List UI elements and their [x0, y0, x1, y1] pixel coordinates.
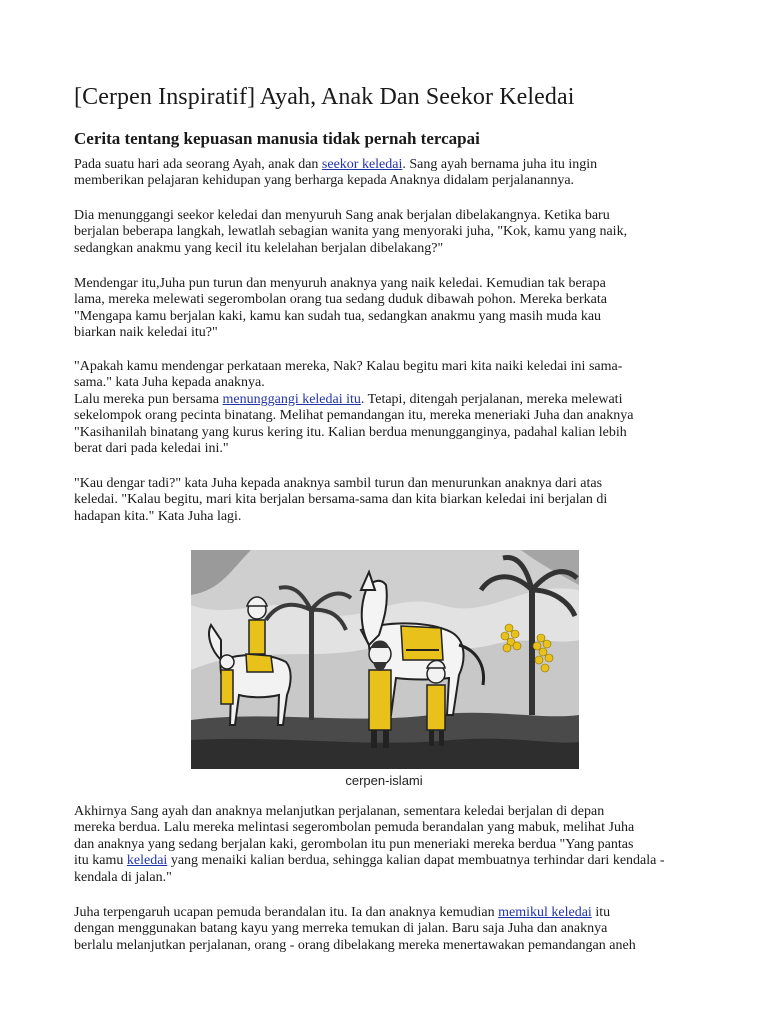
paragraph-1 [74, 157, 714, 190]
link-menunggangi-keledai[interactable]: menunggangi keledai itu [222, 391, 361, 407]
text-line: sama." kata Juha kepada anaknya. [74, 375, 265, 391]
article-title: [Cerpen Inspiratif] Ayah, Anak Dan Seekor Keledai [74, 84, 575, 110]
text-line: Dia menunggangi seekor keledai dan menyuruh Sang anak berjalan dibelakangnya. Ketika baru [74, 208, 610, 223]
paragraph-3 [74, 276, 714, 342]
text-line: sedangkan anakmu yang kecil itu kelelahan berjalan dibelakang?" [74, 240, 444, 256]
link-keledai[interactable]: keledai [126, 853, 168, 869]
text-line: Mendengar itu,Juha pun turun dan menyuruh anaknya yang naik keledai. Kemudian tak berapa [74, 276, 606, 291]
text-run: itu kamu [74, 853, 127, 869]
text-run: . Tetapi, ditengah perjalanan, mereka melewati [360, 391, 623, 407]
text-line: "Kau dengar tadi?" kata Juha kepada anaknya sambil turun dan menurunkan anaknya dari atas [74, 476, 603, 491]
paragraph-2 [74, 208, 714, 257]
paragraph-5 [74, 476, 714, 525]
text-line: berjalan beberapa langkah, lewatlah sebagian wanita yang menyoraki juha, "Kok, kamu yang naik, [74, 224, 628, 240]
text-line: keledai. "Kalau begitu, mari kita berjalan bersama-sama dan kita biarkan keledai ini berjalan di [74, 492, 608, 508]
figure-caption: cerpen-islami [345, 773, 423, 788]
text-line: memberikan pelajaran kehidupan yang berharga kepada Anaknya didalam perjalanannya. [74, 173, 575, 189]
text-run: Pada suatu hari ada seorang Ayah, anak dan [74, 157, 322, 172]
paragraph-6 [74, 804, 714, 886]
text-line: berlalu melanjutkan perjalanan, orang - orang dibelakang mereka menertawakan pemandangan aneh [74, 937, 636, 953]
link-seekor-keledai[interactable]: seekor keledai [321, 157, 403, 172]
text-run: yang menaiki kalian berdua, sehingga kalian dapat membuatnya terhindar dari kendala - [167, 853, 665, 869]
text-line: berat dari pada keledai ini." [74, 441, 229, 457]
paragraph-4 [74, 359, 714, 457]
text-line: mereka berdua. Lalu mereka melintasi segerombolan pemuda berandalan yang mabuk, melihat Juha [74, 820, 635, 836]
text-line: "Kasihanilah binatang yang kurus kering itu. Kalian berdua menungganginya, padahal kalian lebih [74, 424, 627, 440]
text-line: sekelompok orang pecinta binatang. Melihat pemandangan itu, mereka meneriaki Juha dan anaknya [74, 408, 634, 424]
paragraph-7 [74, 905, 714, 954]
text-line: "Apakah kamu mendengar perkataan mereka, Nak? Kalau begitu mari kita naiki keledai ini sama- [74, 359, 623, 374]
text-line: "Mengapa kamu berjalan kaki, kamu kan sudah tua, sedangkan anakmu yang masih muda kau [74, 308, 602, 324]
text-line: hadapan kita." Kata Juha lagi. [74, 508, 242, 524]
article-subtitle: Cerita tentang kepuasan manusia tidak pernah tercapai [74, 129, 480, 148]
text-run: Juha terpengaruh ucapan pemuda berandalan itu. Ia dan anaknya kemudian [74, 905, 499, 920]
text-line: biarkan naik keledai itu?" [74, 325, 218, 341]
text-line: dan anaknya yang sedang berjalan kaki, gerombolan itu pun meneriaki mereka berdua "Yang pantas [74, 836, 634, 852]
text-run: itu [591, 905, 611, 920]
link-memikul-keledai[interactable]: memikul keledai [498, 905, 592, 920]
story-illustration [191, 550, 579, 769]
text-line: dengan menggunakan batang kayu yang merreka temukan di jalan. Baru saja Juha dan anaknya [74, 921, 608, 937]
text-line: lama, mereka melewati segerombolan orang tua sedang duduk dibawah pohon. Mereka berkata [74, 292, 607, 308]
text-run: . Sang ayah bernama juha itu ingin [402, 157, 598, 172]
illustration-image [191, 550, 579, 769]
text-line: kendala di jalan." [74, 869, 172, 885]
text-run: Lalu mereka pun bersama [74, 391, 223, 407]
text-line: Akhirnya Sang ayah dan anaknya melanjutkan perjalanan, sementara keledai berjalan di depan [74, 804, 605, 819]
